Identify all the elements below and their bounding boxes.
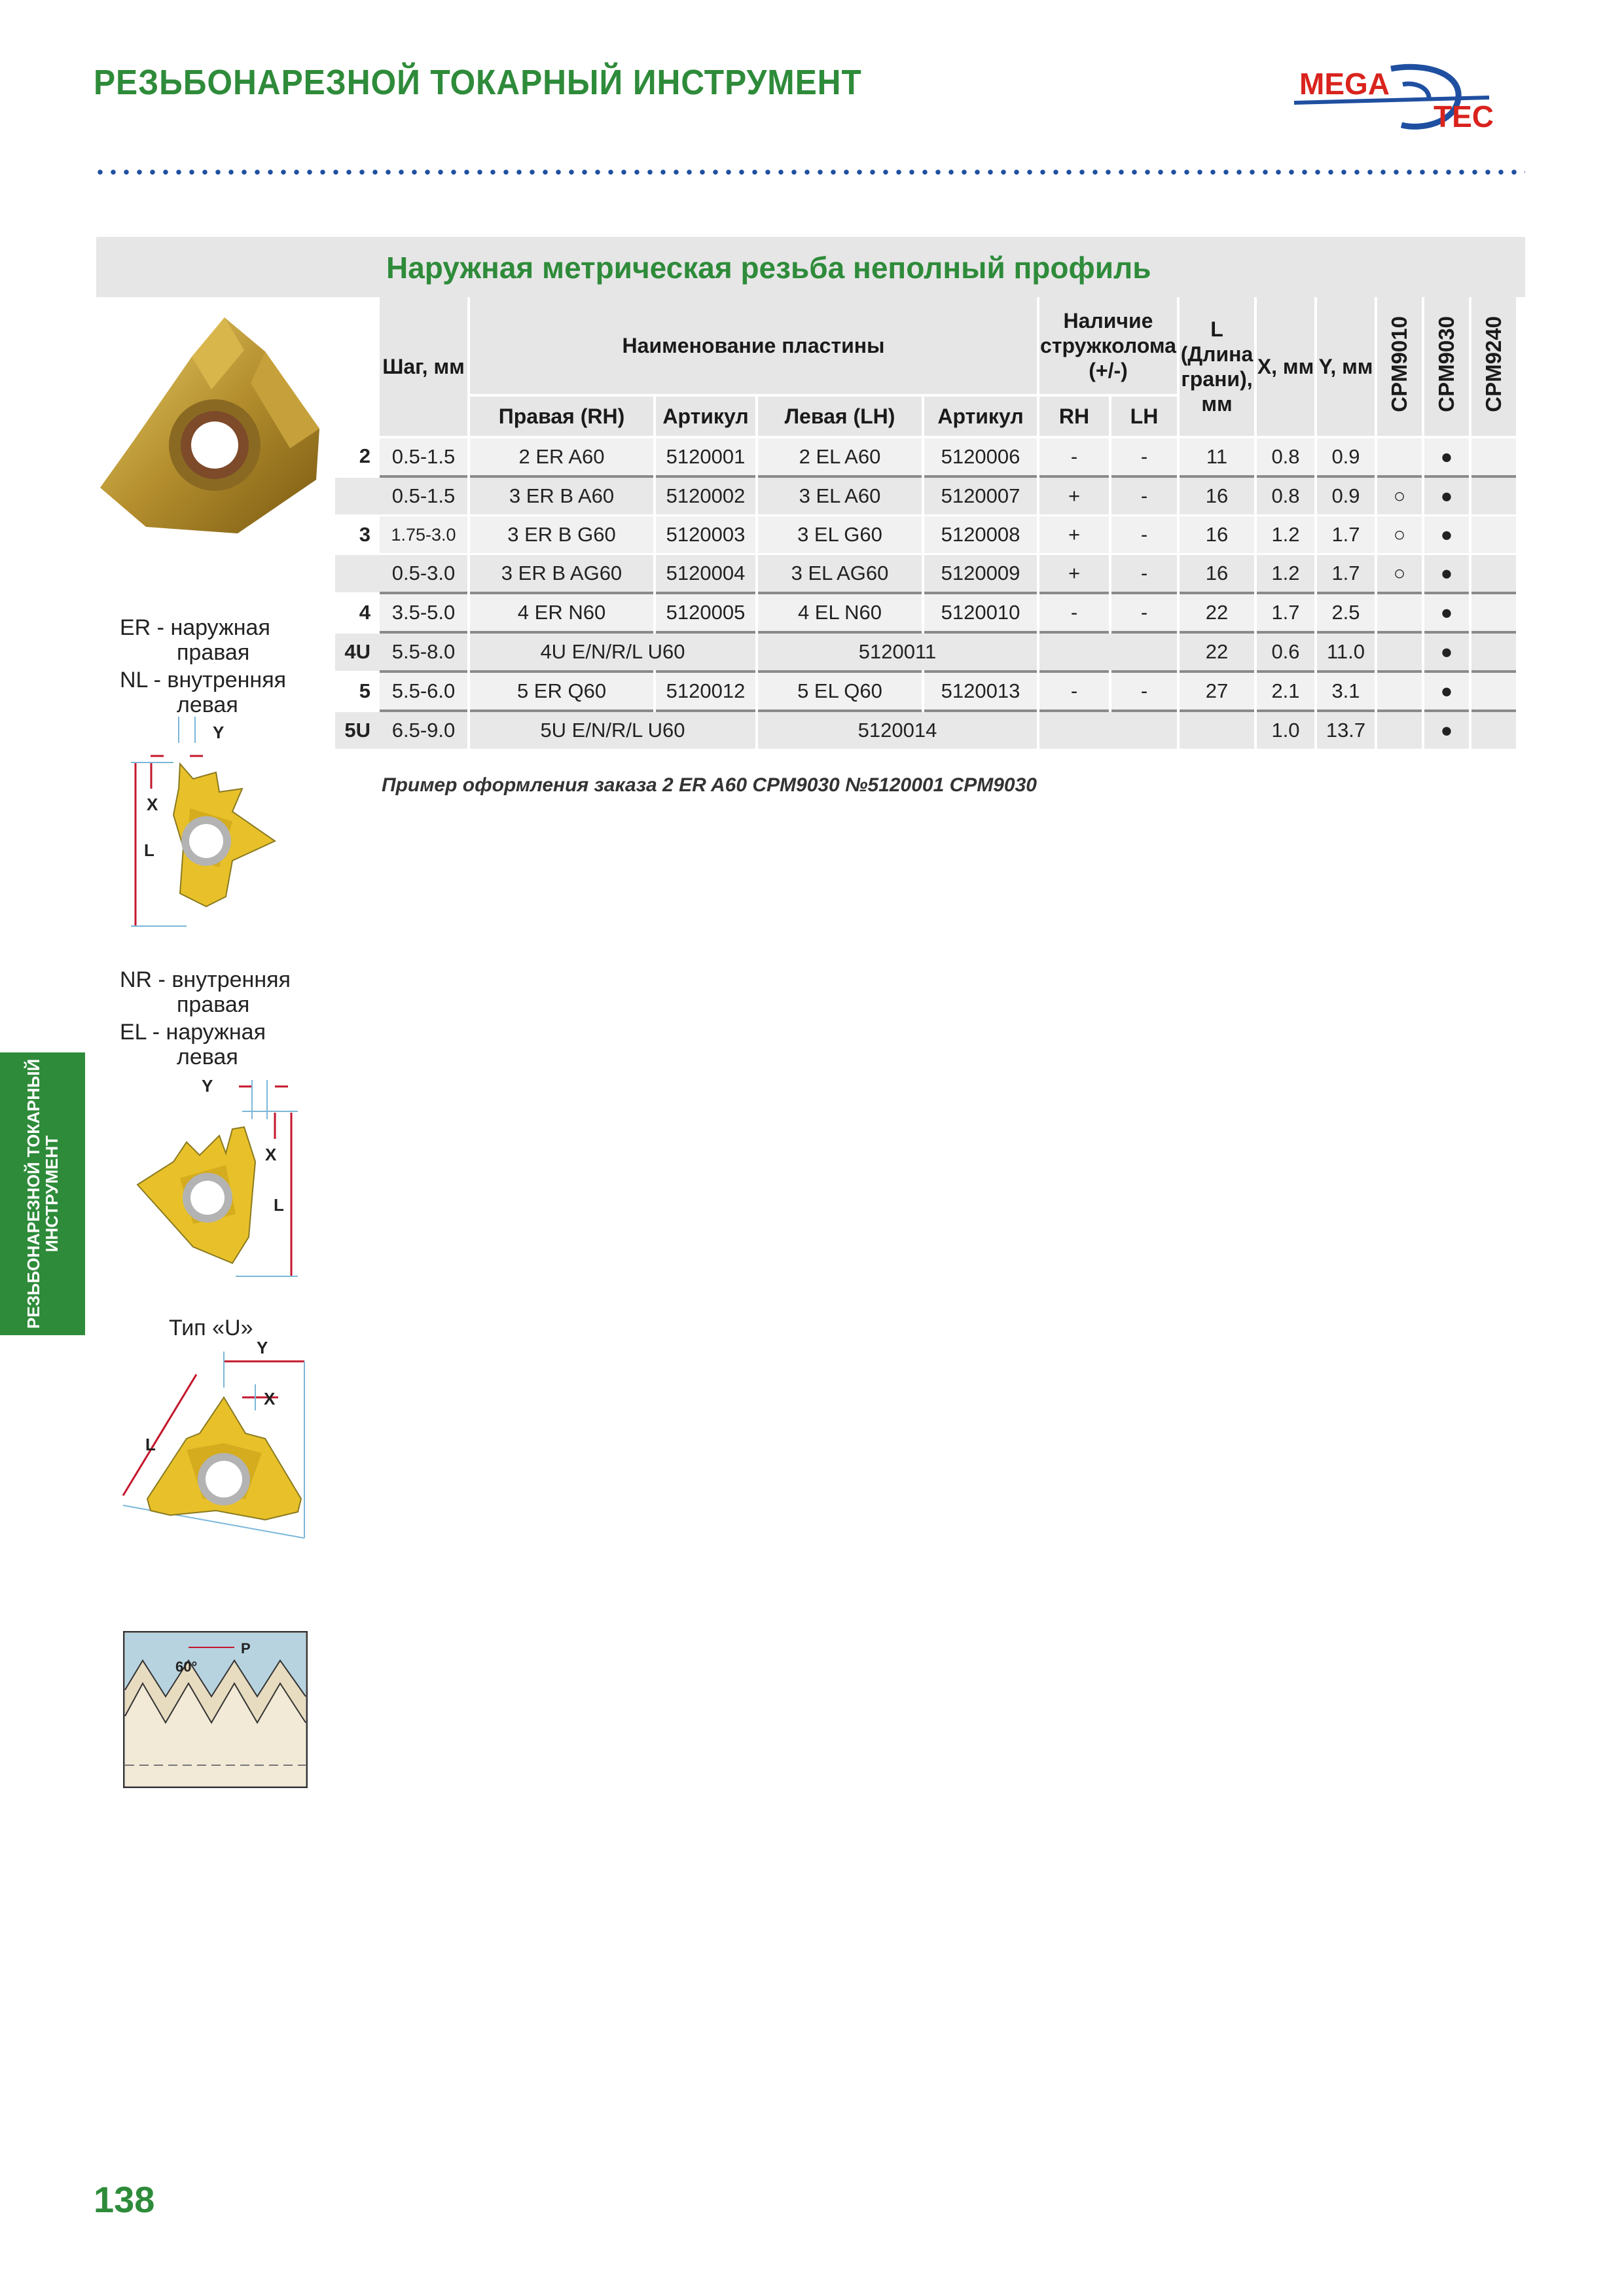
row-label [335, 476, 380, 516]
row-label: 5 [335, 672, 380, 711]
thread-inserts-table [335, 297, 1519, 751]
cell-merged-article: 5120011 [757, 632, 1038, 672]
cell-grade-cpm9030: ● [1423, 437, 1470, 476]
cell-right-name: 3 ER B A60 [469, 476, 655, 516]
cell-left-name: 3 EL A60 [757, 476, 923, 516]
cell-step: 5.5-8.0 [380, 632, 469, 672]
cell-lh: - [1110, 593, 1178, 632]
cell-grade-cpm9240 [1470, 672, 1517, 711]
caption-er-line1: ER - наружная [120, 615, 270, 640]
page-header-title: РЕЗЬБОНАРЕЗНОЙ ТОКАРНЫЙ ИНСТРУМЕНТ [94, 63, 862, 102]
cell-rh: - [1038, 672, 1110, 711]
cell-rh: + [1038, 516, 1110, 554]
side-tab-line2: ИНСТРУМЕНТ [42, 1135, 62, 1253]
cell-grade-cpm9030: ● [1423, 476, 1470, 516]
cell-right-article: 5120002 [655, 476, 757, 516]
row-label: 4 [335, 593, 380, 632]
thread-angle-label: 60° [175, 1659, 198, 1675]
caption-type-u: Тип «U» [169, 1316, 253, 1340]
el-dim-l: L [274, 1195, 284, 1215]
cell-y: 3.1 [1316, 672, 1376, 711]
side-tab-line1: РЕЗЬБОНАРЕЗНОЙ ТОКАРНЫЙ [24, 1058, 43, 1329]
row-label [335, 554, 380, 594]
cell-right-article: 5120005 [655, 593, 757, 632]
cell-step: 0.5-3.0 [380, 554, 469, 594]
u-dim-x: X [264, 1389, 276, 1408]
er-insert-diagram [128, 717, 304, 942]
cell-grade-cpm9240 [1470, 593, 1517, 632]
cell-left-article: 5120009 [923, 554, 1038, 594]
cell-rh: - [1038, 437, 1110, 476]
u-dim-y: Y [257, 1338, 268, 1357]
cell-grade-cpm9010: ○ [1376, 554, 1423, 594]
cell-grade-cpm9240 [1470, 554, 1517, 594]
cell-grade-cpm9240 [1470, 711, 1517, 750]
table-row [335, 711, 1517, 750]
header-art-right: Артикул [655, 395, 757, 437]
page-number: 138 [94, 2179, 155, 2220]
cell-x: 0.8 [1255, 437, 1316, 476]
cell-right-name: 3 ER B G60 [469, 516, 655, 554]
table-row [335, 476, 1517, 516]
cell-right-name: 4 ER N60 [469, 593, 655, 632]
table-body [335, 437, 1517, 750]
header-insert-name: Наименование пластины [469, 297, 1038, 395]
cell-lh: - [1110, 516, 1178, 554]
header-chipbreaker: Наличие стружколома (+/-) [1038, 297, 1178, 395]
cell-x: 0.8 [1255, 476, 1316, 516]
cell-grade-cpm9010 [1376, 632, 1423, 672]
header-spacer [335, 297, 380, 437]
caption-nl-line2: левая [177, 692, 238, 717]
cell-lh: - [1110, 554, 1178, 594]
cell-step: 6.5-9.0 [380, 711, 469, 750]
thread-profile-diagram [123, 1631, 308, 1791]
section-title: Наружная метрическая резьба неполный профиль [386, 251, 1151, 285]
el-dim-y: Y [202, 1076, 213, 1096]
grade3-label: CPM9240 [1481, 315, 1506, 412]
cell-merged-name: 5U E/N/R/L U60 [469, 711, 757, 750]
cell-grade-cpm9010: ○ [1376, 516, 1423, 554]
type-u-insert-diagram [111, 1348, 314, 1548]
cell-grade-cpm9030: ● [1423, 593, 1470, 632]
grade2-label: CPM9030 [1434, 315, 1458, 412]
row-label: 4U [335, 632, 380, 672]
cell-grade-cpm9010 [1376, 593, 1423, 632]
table-row [335, 632, 1517, 672]
cell-step: 3.5-5.0 [380, 593, 469, 632]
cell-x: 1.0 [1255, 711, 1316, 750]
megatec-logo [1293, 62, 1522, 134]
cell-rh: - [1038, 593, 1110, 632]
cell-chipbreaker-empty [1038, 711, 1178, 750]
cell-length: 16 [1178, 516, 1255, 554]
insert-photo [94, 311, 336, 550]
cell-right-name: 5 ER Q60 [469, 672, 655, 711]
cell-grade-cpm9010 [1376, 711, 1423, 750]
el-dim-x: X [265, 1145, 277, 1164]
thread-pitch-label: P [241, 1640, 251, 1657]
header-y: Y, мм [1316, 297, 1376, 437]
header-x: X, мм [1255, 297, 1316, 437]
cell-y: 0.9 [1316, 476, 1376, 516]
header-grade-cpm9010 [1376, 297, 1423, 437]
cell-right-name: 2 ER A60 [469, 437, 655, 476]
cell-length: 11 [1178, 437, 1255, 476]
cell-x: 1.2 [1255, 516, 1316, 554]
cell-left-article: 5120008 [923, 516, 1038, 554]
cell-merged-article: 5120014 [757, 711, 1038, 750]
caption-er-line2: правая [177, 640, 250, 665]
caption-nr-line1: NR - внутренняя [120, 967, 291, 992]
order-example: Пример оформления заказа 2 ER A60 CPM9030 №5120001 CPM9030 [382, 774, 1037, 796]
cell-x: 1.7 [1255, 593, 1316, 632]
caption-nr-line2: правая [177, 992, 250, 1017]
cell-step: 5.5-6.0 [380, 672, 469, 711]
cell-length: 16 [1178, 476, 1255, 516]
cell-left-article: 5120007 [923, 476, 1038, 516]
header-lh: LH [1110, 395, 1178, 437]
caption-el-line2: левая [177, 1045, 238, 1069]
header-right: Правая (RH) [469, 395, 655, 437]
cell-y: 13.7 [1316, 711, 1376, 750]
cell-left-name: 3 EL AG60 [757, 554, 923, 594]
cell-step: 0.5-1.5 [380, 476, 469, 516]
dotted-divider [94, 169, 1525, 175]
cell-grade-cpm9010: ○ [1376, 476, 1423, 516]
grade1-label: CPM9010 [1387, 315, 1411, 412]
cell-y: 11.0 [1316, 632, 1376, 672]
cell-grade-cpm9240 [1470, 632, 1517, 672]
cell-length [1178, 711, 1255, 750]
el-insert-diagram [128, 1073, 311, 1293]
cell-left-article: 5120013 [923, 672, 1038, 711]
header-step: Шаг, мм [380, 297, 469, 437]
table-row [335, 437, 1517, 476]
cell-step: 1.75-3.0 [380, 516, 469, 554]
cell-rh: + [1038, 554, 1110, 594]
cell-right-article: 5120003 [655, 516, 757, 554]
header-art-left: Артикул [923, 395, 1038, 437]
cell-grade-cpm9030: ● [1423, 516, 1470, 554]
cell-grade-cpm9030: ● [1423, 711, 1470, 750]
table-row [335, 516, 1517, 554]
u-dim-l: L [145, 1435, 156, 1454]
caption-el-line1: EL - наружная [120, 1020, 266, 1045]
er-dim-y: Y [213, 723, 225, 742]
cell-length: 16 [1178, 554, 1255, 594]
cell-grade-cpm9240 [1470, 437, 1517, 476]
cell-x: 1.2 [1255, 554, 1316, 594]
er-dim-l: L [144, 840, 154, 860]
logo-tec-text: TEC [1434, 99, 1494, 134]
cell-grade-cpm9240 [1470, 516, 1517, 554]
header-left: Левая (LH) [757, 395, 923, 437]
cell-length: 22 [1178, 593, 1255, 632]
cell-length: 27 [1178, 672, 1255, 711]
cell-grade-cpm9240 [1470, 476, 1517, 516]
header-grade-cpm9240 [1470, 297, 1517, 437]
cell-y: 0.9 [1316, 437, 1376, 476]
cell-grade-cpm9010 [1376, 437, 1423, 476]
cell-left-article: 5120006 [923, 437, 1038, 476]
caption-nl-line1: NL - внутренняя [120, 668, 287, 692]
cell-grade-cpm9010 [1376, 672, 1423, 711]
cell-length: 22 [1178, 632, 1255, 672]
cell-rh: + [1038, 476, 1110, 516]
cell-lh: - [1110, 672, 1178, 711]
side-section-tab-label [24, 1059, 61, 1329]
cell-right-article: 5120012 [655, 672, 757, 711]
cell-y: 1.7 [1316, 554, 1376, 594]
header-rh: RH [1038, 395, 1110, 437]
cell-left-name: 4 EL N60 [757, 593, 923, 632]
cell-chipbreaker-empty [1038, 632, 1178, 672]
cell-left-name: 3 EL G60 [757, 516, 923, 554]
cell-left-name: 5 EL Q60 [757, 672, 923, 711]
row-label: 3 [335, 516, 380, 554]
table-row [335, 554, 1517, 594]
cell-x: 2.1 [1255, 672, 1316, 711]
row-label: 5U [335, 711, 380, 750]
logo-mega-text: MEGA [1299, 67, 1390, 101]
cell-grade-cpm9030: ● [1423, 554, 1470, 594]
table-row [335, 593, 1517, 632]
cell-right-name: 3 ER B AG60 [469, 554, 655, 594]
cell-y: 2.5 [1316, 593, 1376, 632]
header-length: L (Длина грани), мм [1178, 297, 1255, 437]
table-row [335, 672, 1517, 711]
cell-right-article: 5120004 [655, 554, 757, 594]
cell-left-article: 5120010 [923, 593, 1038, 632]
cell-right-article: 5120001 [655, 437, 757, 476]
cell-x: 0.6 [1255, 632, 1316, 672]
cell-lh: - [1110, 437, 1178, 476]
cell-grade-cpm9030: ● [1423, 632, 1470, 672]
cell-left-name: 2 EL A60 [757, 437, 923, 476]
cell-merged-name: 4U E/N/R/L U60 [469, 632, 757, 672]
er-dim-x: X [147, 795, 158, 814]
row-label: 2 [335, 437, 380, 476]
cell-y: 1.7 [1316, 516, 1376, 554]
cell-grade-cpm9030: ● [1423, 672, 1470, 711]
cell-lh: - [1110, 476, 1178, 516]
header-grade-cpm9030 [1423, 297, 1470, 437]
cell-step: 0.5-1.5 [380, 437, 469, 476]
